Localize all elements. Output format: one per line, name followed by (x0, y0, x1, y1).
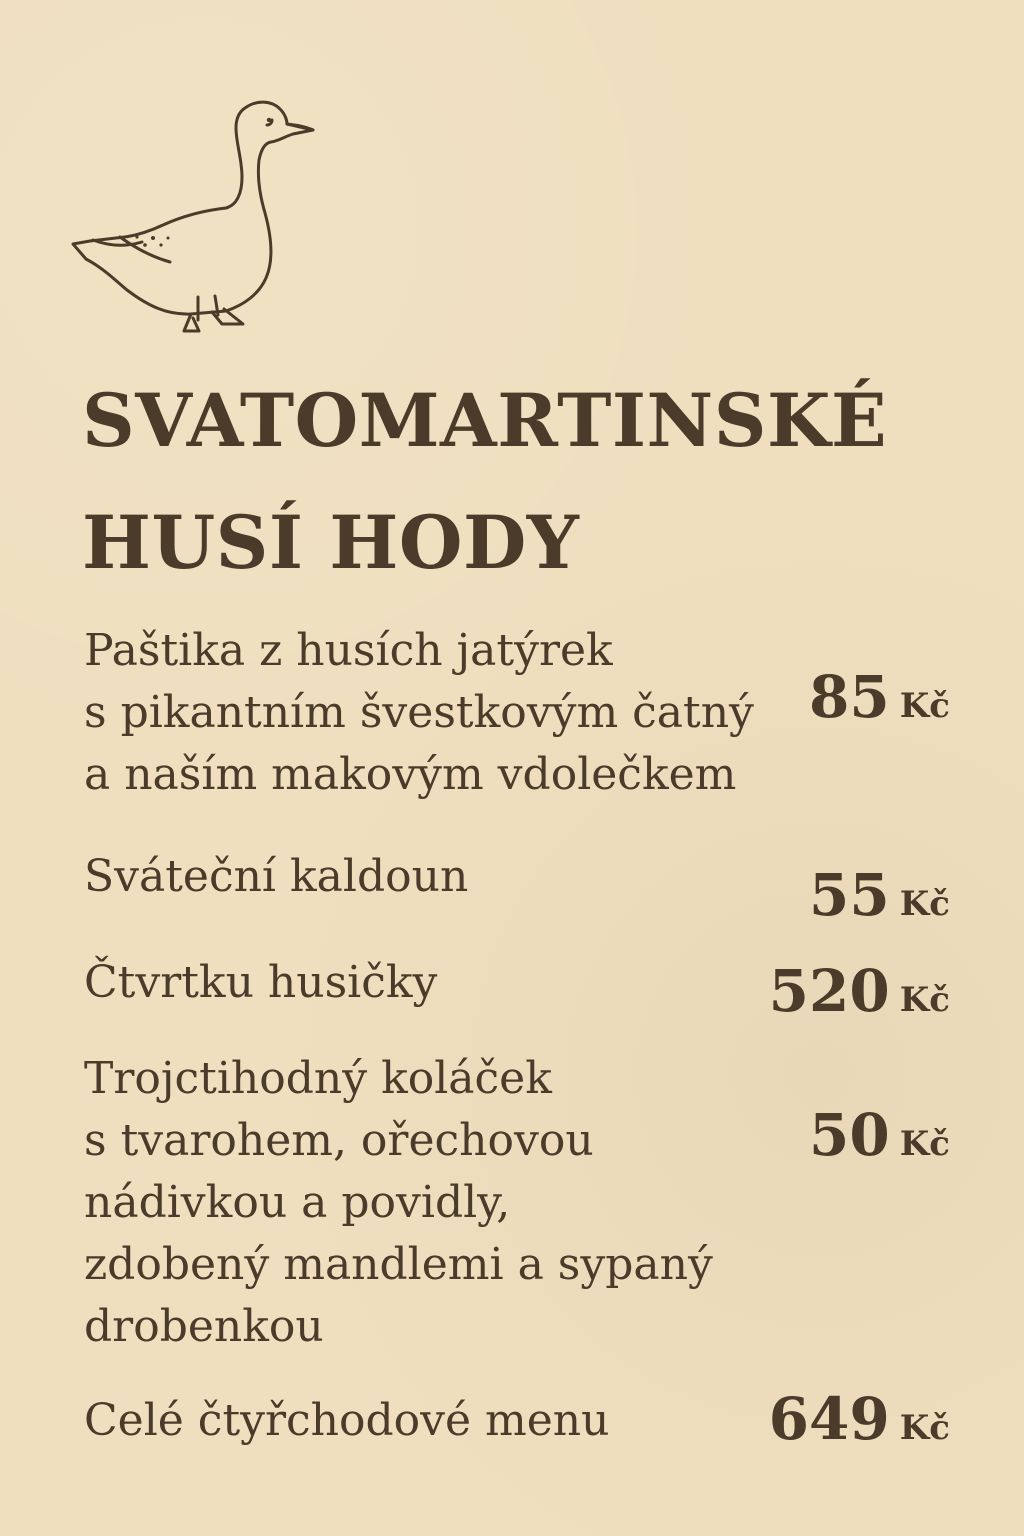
menu-item-price (809, 861, 950, 929)
menu-item (84, 846, 950, 929)
price-amount: 55 (809, 861, 890, 929)
menu-item-name: Celé čtyřchodové menu (84, 1395, 610, 1446)
menu-item-name: Čtvrtku husičky (84, 957, 438, 1008)
price-amount: 50 (809, 1101, 890, 1169)
menu-item-name: Sváteční kaldoun (84, 851, 469, 902)
menu-item-price (809, 663, 950, 731)
price-currency: Kč (899, 884, 950, 924)
title-line-1: SVATOMARTINSKÉ (82, 378, 888, 464)
menu-item (84, 952, 950, 1032)
goose-icon (66, 92, 326, 337)
menu-item (84, 1385, 950, 1470)
title-line-2: HUSÍ HODY (82, 500, 580, 586)
menu-item (84, 1048, 950, 1368)
menu-item-name: Trojctihodný koláček s tvarohem, ořechovou nádivkou a povidly, zdobený mandlemi a sypaný drobenkou (84, 1053, 713, 1352)
menu-item-price (809, 1101, 950, 1169)
menu-item (84, 620, 950, 810)
price-currency: Kč (899, 686, 950, 726)
menu-item-price (768, 1385, 950, 1453)
price-currency: Kč (899, 1408, 950, 1448)
price-amount: 85 (809, 663, 890, 731)
price-currency: Kč (899, 1124, 950, 1164)
price-amount: 649 (768, 1385, 890, 1453)
menu-item-price (768, 957, 950, 1025)
price-currency: Kč (899, 980, 950, 1020)
menu-item-name: Paštika z husích jatýrek s pikantním švestkovým čatný a naším makovým vdolečkem (84, 625, 754, 800)
price-amount: 520 (768, 957, 890, 1025)
page-title (82, 360, 962, 604)
